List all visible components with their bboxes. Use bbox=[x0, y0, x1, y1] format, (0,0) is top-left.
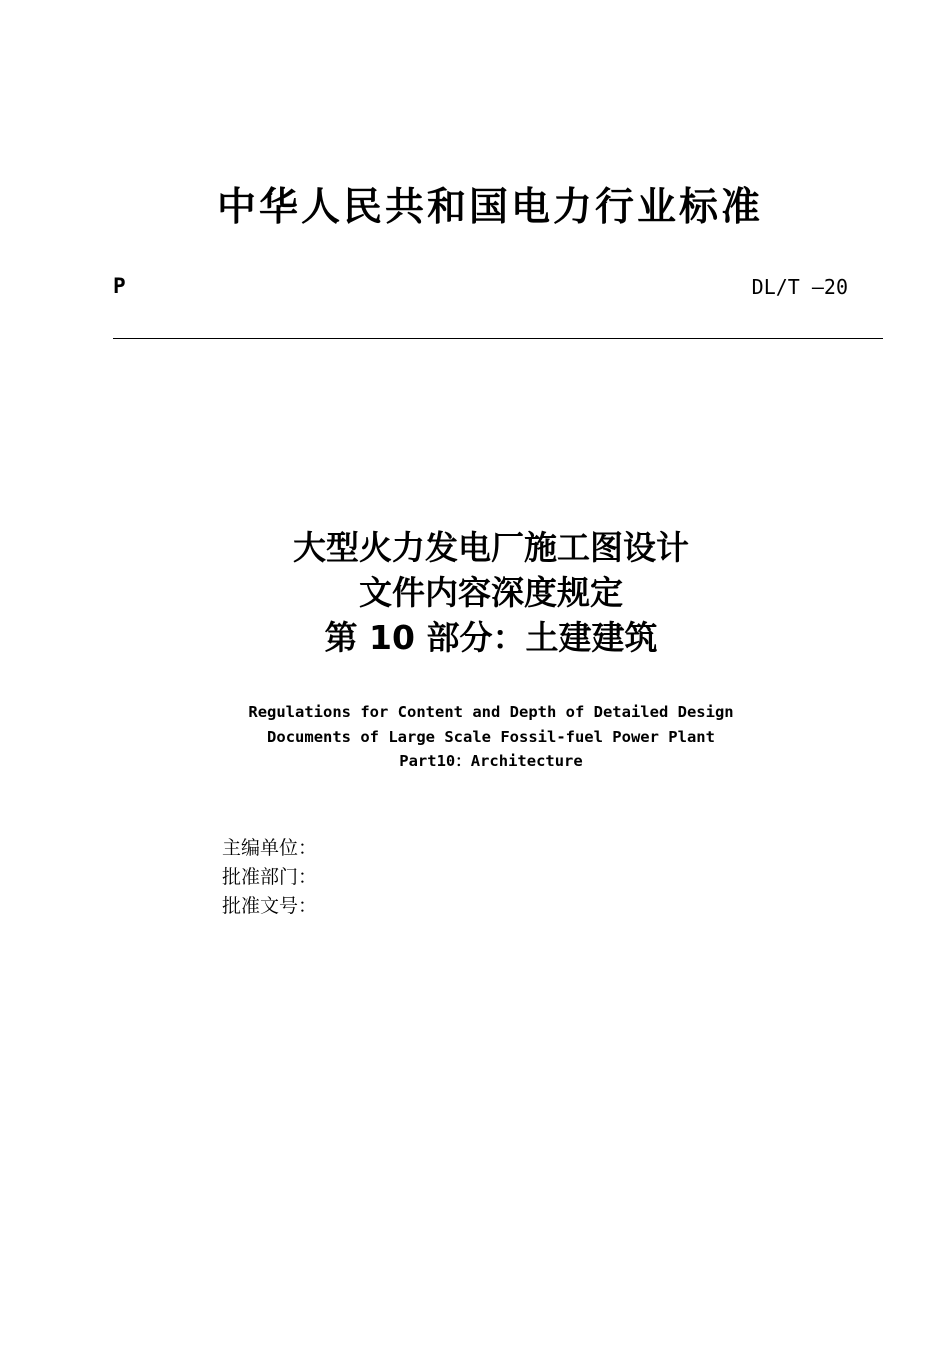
document-metadata bbox=[222, 834, 317, 921]
industry-standard-title: 中华人民共和国电力行业标准 bbox=[216, 185, 763, 230]
chinese-title-line-1: 大型火力发电厂施工图设计 bbox=[293, 528, 689, 567]
chinese-document-title bbox=[0, 525, 950, 660]
english-title-line-1: Regulations for Content and Depth of Detailed Design bbox=[248, 703, 734, 721]
english-title-line-3: Part10：Architecture bbox=[399, 752, 583, 770]
standard-number: DL/T —20 bbox=[751, 275, 848, 299]
chinese-title-line-3: 第 10 部分：土建建筑 bbox=[324, 618, 658, 657]
english-title-line-2: Documents of Large Scale Fossil-fuel Power Plant bbox=[267, 727, 715, 746]
header-divider bbox=[113, 338, 883, 339]
approval-department-label: 批准部门： bbox=[222, 866, 318, 888]
english-document-title bbox=[0, 700, 950, 774]
classification-code: P bbox=[113, 274, 126, 298]
chinese-title-line-2: 文件内容深度规定 bbox=[359, 573, 623, 612]
editor-unit-label: 主编单位： bbox=[222, 837, 318, 859]
approval-document-number-label: 批准文号： bbox=[222, 895, 318, 917]
